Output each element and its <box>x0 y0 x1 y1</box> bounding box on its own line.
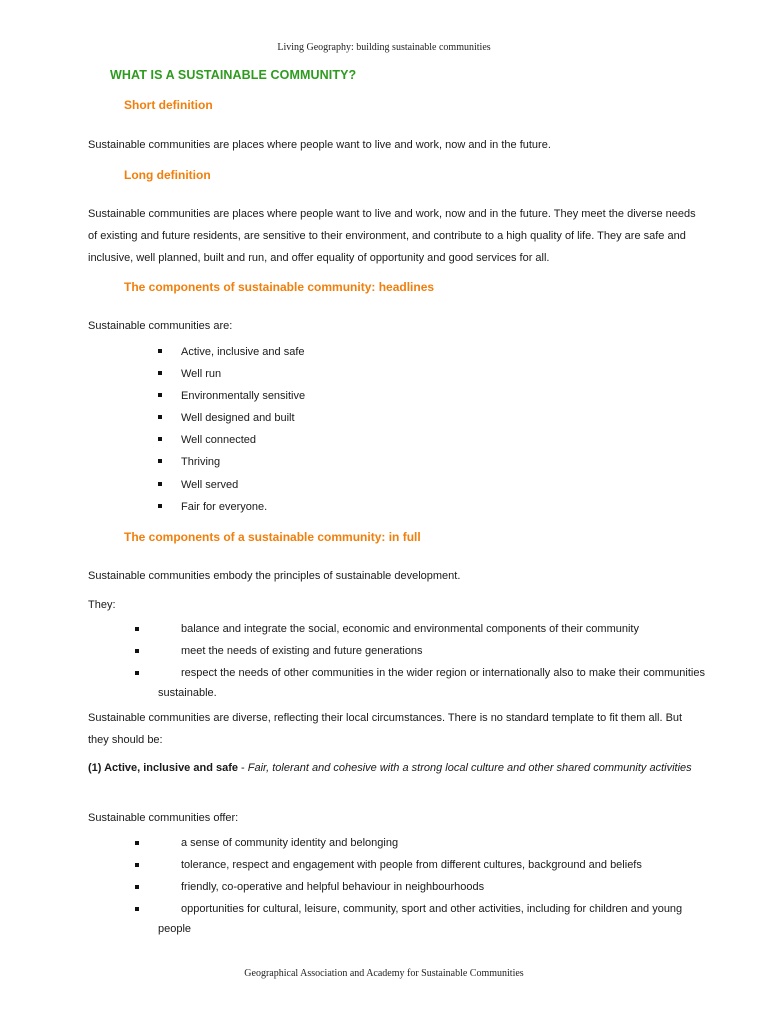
list-item: Thriving <box>158 451 305 473</box>
list-item: opportunities for cultural, leisure, community, sport and other activities, including for children and young people <box>158 900 718 939</box>
in-full-list <box>158 620 718 706</box>
bullet-icon <box>135 671 139 675</box>
long-definition-heading: Long definition <box>124 168 211 182</box>
list-item: Fair for everyone. <box>158 496 305 518</box>
in-full-intro: Sustainable communities embody the principles of sustainable development. <box>88 570 461 582</box>
page-title: WHAT IS A SUSTAINABLE COMMUNITY? <box>110 68 357 82</box>
active-label: (1) Active, inclusive and safe <box>88 762 238 774</box>
active-paragraph <box>88 757 700 779</box>
list-item: Well run <box>158 363 305 385</box>
bullet-icon <box>135 863 139 867</box>
in-full-heading: The components of a sustainable community: in full <box>124 530 421 544</box>
bullet-icon <box>158 393 162 397</box>
offer-intro: Sustainable communities offer: <box>88 812 239 824</box>
list-item: balance and integrate the social, economic and environmental components of their community <box>158 620 718 640</box>
bullet-icon <box>158 371 162 375</box>
active-separator: - <box>237 762 248 774</box>
headlines-heading: The components of sustainable community: headlines <box>124 280 435 294</box>
diverse-text: Sustainable communities are diverse, reflecting their local circumstances. There is no standard template to fit them all. But they should be: <box>88 712 683 746</box>
active-description: Fair, tolerant and cohesive with a strong local culture and other shared community activities <box>247 762 692 774</box>
list-item: tolerance, respect and engagement with people from different cultures, background and beliefs <box>158 856 718 876</box>
offer-list <box>158 834 718 942</box>
page-footer: Geographical Association and Academy for Sustainable Communities <box>244 968 524 979</box>
bullet-icon <box>158 504 162 508</box>
list-item: Well designed and built <box>158 407 305 429</box>
page-header: Living Geography: building sustainable communities <box>277 42 491 53</box>
list-item: Active, inclusive and safe <box>158 341 305 363</box>
short-definition-text: Sustainable communities are places where people want to live and work, now and in the future. <box>88 139 551 151</box>
bullet-icon <box>158 415 162 419</box>
long-definition-text: Sustainable communities are places where people want to live and work, now and in the future. They meet the diverse needs of existing and future residents, are sensitive to their environment, and contribute to a high quality of life. They are safe and inclusive, well planned, built and run, and offer equality of opportunity and good services for all. <box>88 208 696 264</box>
bullet-icon <box>158 349 162 353</box>
bullet-icon <box>135 885 139 889</box>
bullet-icon <box>158 482 162 486</box>
bullet-icon <box>158 437 162 441</box>
headlines-list <box>158 341 305 518</box>
list-item: Well connected <box>158 429 305 451</box>
list-item: Environmentally sensitive <box>158 385 305 407</box>
list-item: a sense of community identity and belonging <box>158 834 718 854</box>
bullet-icon <box>135 649 139 653</box>
list-item: friendly, co-operative and helpful behaviour in neighbourhoods <box>158 878 718 898</box>
bullet-icon <box>135 627 139 631</box>
bullet-icon <box>158 459 162 463</box>
bullet-icon <box>135 841 139 845</box>
short-definition-heading: Short definition <box>124 98 213 112</box>
bullet-icon <box>135 907 139 911</box>
list-item: meet the needs of existing and future generations <box>158 642 718 662</box>
list-item: Well served <box>158 474 305 496</box>
headlines-intro: Sustainable communities are: <box>88 320 233 332</box>
they-label: They: <box>88 599 116 611</box>
list-item: respect the needs of other communities in the wider region or internationally also to make their communities sustainable. <box>158 664 718 703</box>
